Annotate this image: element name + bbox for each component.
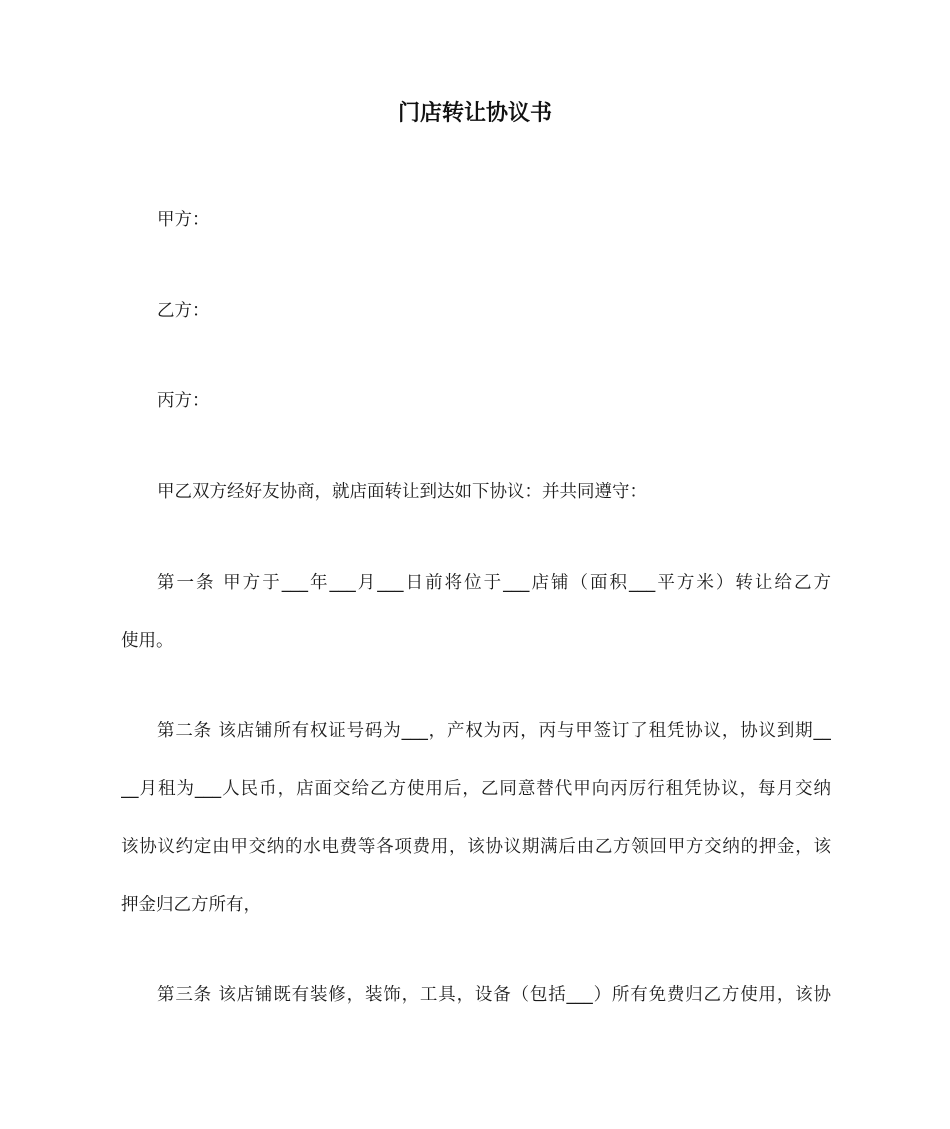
party-b-label: 乙方：	[157, 301, 210, 321]
preamble-paragraph: 甲乙双方经好友协商，就店面转让到达如下协议：并共同遵守：	[157, 482, 647, 502]
article-2-line-2: __月租为___人民币，店面交给乙方使用后，乙同意替代甲向丙厉行租凭协议，每月交纳	[121, 779, 831, 799]
article-1-line-1: 第一条 甲方于___年___月___日前将位于___店铺（面积___平方米）转让给乙方	[157, 573, 831, 593]
article-2-line-1: 第二条 该店铺所有权证号码为___，产权为丙，丙与甲签订了租凭协议，协议到期__	[157, 721, 831, 741]
article-3-line-1: 第三条 该店铺既有装修，装饰，工具，设备（包括___）所有免费归乙方使用，该协	[157, 985, 831, 1005]
document-title: 门店转让协议书	[397, 101, 552, 126]
party-c-label: 丙方：	[157, 391, 210, 411]
article-2-line-4: 押金归乙方所有，	[121, 895, 261, 915]
article-2-line-3: 该协议约定由甲交纳的水电费等各项费用，该协议期满后由乙方领回甲方交纳的押金，该	[121, 837, 831, 857]
party-a-label: 甲方：	[157, 210, 210, 230]
article-1-line-2: 使用。	[121, 631, 174, 651]
